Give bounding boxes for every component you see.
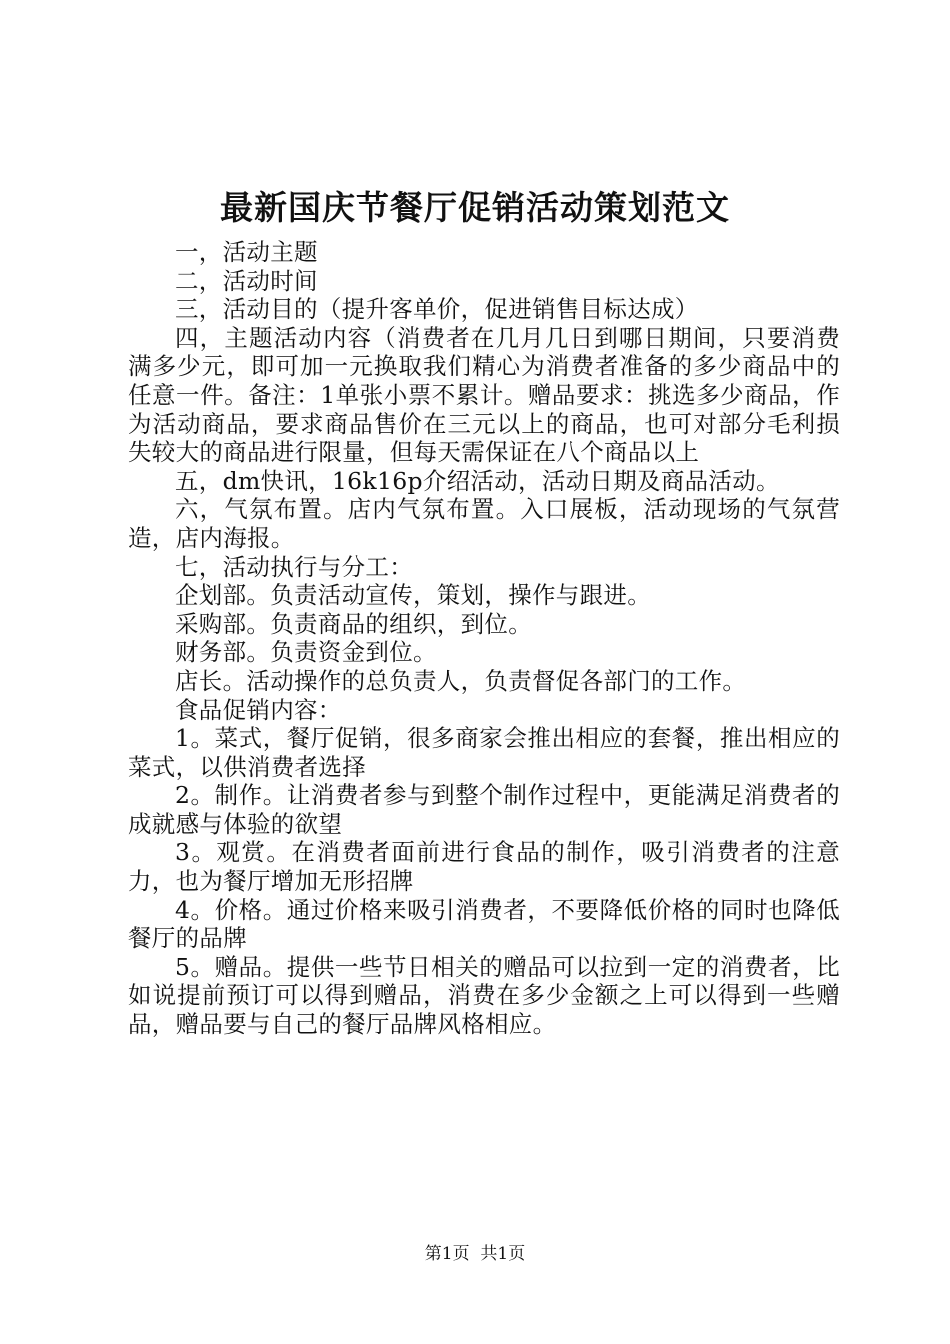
- paragraph: 店长。活动操作的总负责人，负责督促各部门的工作。: [175, 666, 747, 695]
- paragraph: 一，活动主题: [175, 238, 318, 266]
- paragraph: 二，活动时间: [175, 266, 318, 295]
- document-title: 最新国庆节餐厅促销活动策划范文: [220, 188, 730, 227]
- paragraph: 六，气氛布置。店内气氛布置。入口展板，活动现场的气氛营造，店内海报。: [128, 495, 840, 552]
- paragraph: 企划部。负责活动宣传，策划，操作与跟进。: [175, 581, 651, 610]
- paragraph: 4。价格。通过价格来吸引消费者，不要降低价格的同时也降低餐厅的品牌: [128, 895, 840, 953]
- page-total: 共1页: [480, 1244, 526, 1264]
- paragraph: 三，活动目的（提升客单价，促进销售目标达成）: [175, 295, 699, 324]
- paragraph: 2。制作。让消费者参与到整个制作过程中，更能满足消费者的成就感与体验的欲望: [128, 781, 840, 838]
- paragraph: 1。菜式，餐厅促销，很多商家会推出相应的套餐，推出相应的菜式，以供消费者选择: [128, 724, 840, 781]
- paragraph: 财务部。负责资金到位。: [175, 638, 437, 667]
- document-body: [128, 238, 840, 1039]
- page-number: 第1页: [424, 1244, 470, 1264]
- paragraph: 五，dm快讯，16k16p介绍活动，活动日期及商品活动。: [175, 466, 780, 495]
- page-footer: [0, 1243, 950, 1265]
- paragraph: 采购部。负责商品的组织，到位。: [175, 609, 532, 638]
- paragraph: 四，主题活动内容（消费者在几月几日到哪日期间，只要消费满多少元，即可加一元换取我们精心为消费者准备的多少商品中的任意一件。备注：1单张小票不累计。赠品要求：挑选多少商品，作为活动商品，要求商品售价在三元以上的商品，也可对部分毛利损失较大的商品进行限量，但每天需保证在八个商品以上: [128, 323, 840, 467]
- paragraph: 七，活动执行与分工：: [175, 552, 413, 581]
- paragraph: 5。赠品。提供一些节日相关的赠品可以拉到一定的消费者，比如说提前预订可以得到赠品，消费在多少金额之上可以得到一些赠品，赠品要与自己的餐厅品牌风格相应。: [128, 952, 840, 1039]
- paragraph: 3。观赏。在消费者面前进行食品的制作，吸引消费者的注意力，也为餐厅增加无形招牌: [128, 838, 840, 896]
- paragraph: 食品促销内容：: [175, 695, 342, 724]
- footer-separator: [470, 1244, 481, 1264]
